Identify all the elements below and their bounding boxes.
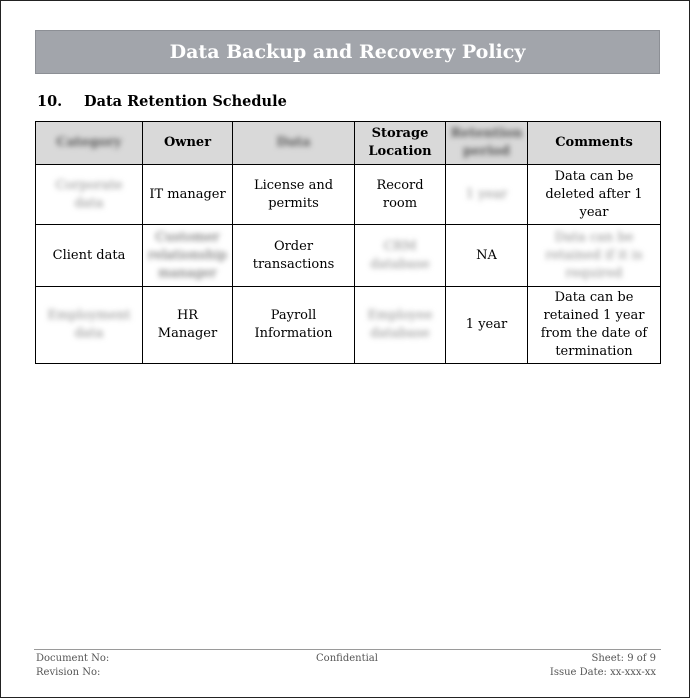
header-category: Category <box>36 122 143 165</box>
cell-storage: Record room <box>355 165 446 225</box>
cell-category: Client data <box>36 225 143 287</box>
cell-owner: IT manager <box>143 165 233 225</box>
header-data: Data <box>233 122 355 165</box>
document-title: Data Backup and Recovery Policy <box>35 30 660 74</box>
cell-storage: CRM database <box>355 225 446 287</box>
footer-sheet: Sheet: 9 of 9 <box>591 653 656 664</box>
table-row <box>36 165 661 225</box>
footer-confidential: Confidential <box>316 653 378 664</box>
header-owner: Owner <box>143 122 233 165</box>
cell-comments: Data can be retained if it is required <box>528 225 661 287</box>
cell-data: License and permits <box>233 165 355 225</box>
footer-document-no: Document No: <box>36 653 110 664</box>
cell-retention: 1 year <box>446 165 528 225</box>
header-retention-period: Retention period <box>446 122 528 165</box>
cell-owner: HR Manager <box>143 287 233 364</box>
cell-data: Payroll Information <box>233 287 355 364</box>
cell-data: Order transactions <box>233 225 355 287</box>
cell-comments: Data can be deleted after 1 year <box>528 165 661 225</box>
section-heading <box>37 93 287 110</box>
cell-category: Employment data <box>36 287 143 364</box>
footer-divider <box>34 649 661 650</box>
table-header-row <box>36 122 661 165</box>
cell-owner: Customer relationship manager <box>143 225 233 287</box>
footer-right <box>550 652 656 680</box>
footer-issue-date: Issue Date: xx-xxx-xx <box>549 667 656 678</box>
header-storage-location: Storage Location <box>355 122 446 165</box>
cell-comments: Data can be retained 1 year from the date of termination <box>528 287 661 364</box>
table-row <box>36 225 661 287</box>
cell-retention: 1 year <box>446 287 528 364</box>
header-comments: Comments <box>528 122 661 165</box>
cell-category: Corporate data <box>36 165 143 225</box>
cell-retention: NA <box>446 225 528 287</box>
footer-revision-no: Revision No: <box>36 667 101 678</box>
cell-storage: Employee database <box>355 287 446 364</box>
section-number: 10. <box>37 93 63 110</box>
section-title: Data Retention Schedule <box>84 93 287 110</box>
retention-schedule-table <box>35 121 661 364</box>
table-row <box>36 287 661 364</box>
